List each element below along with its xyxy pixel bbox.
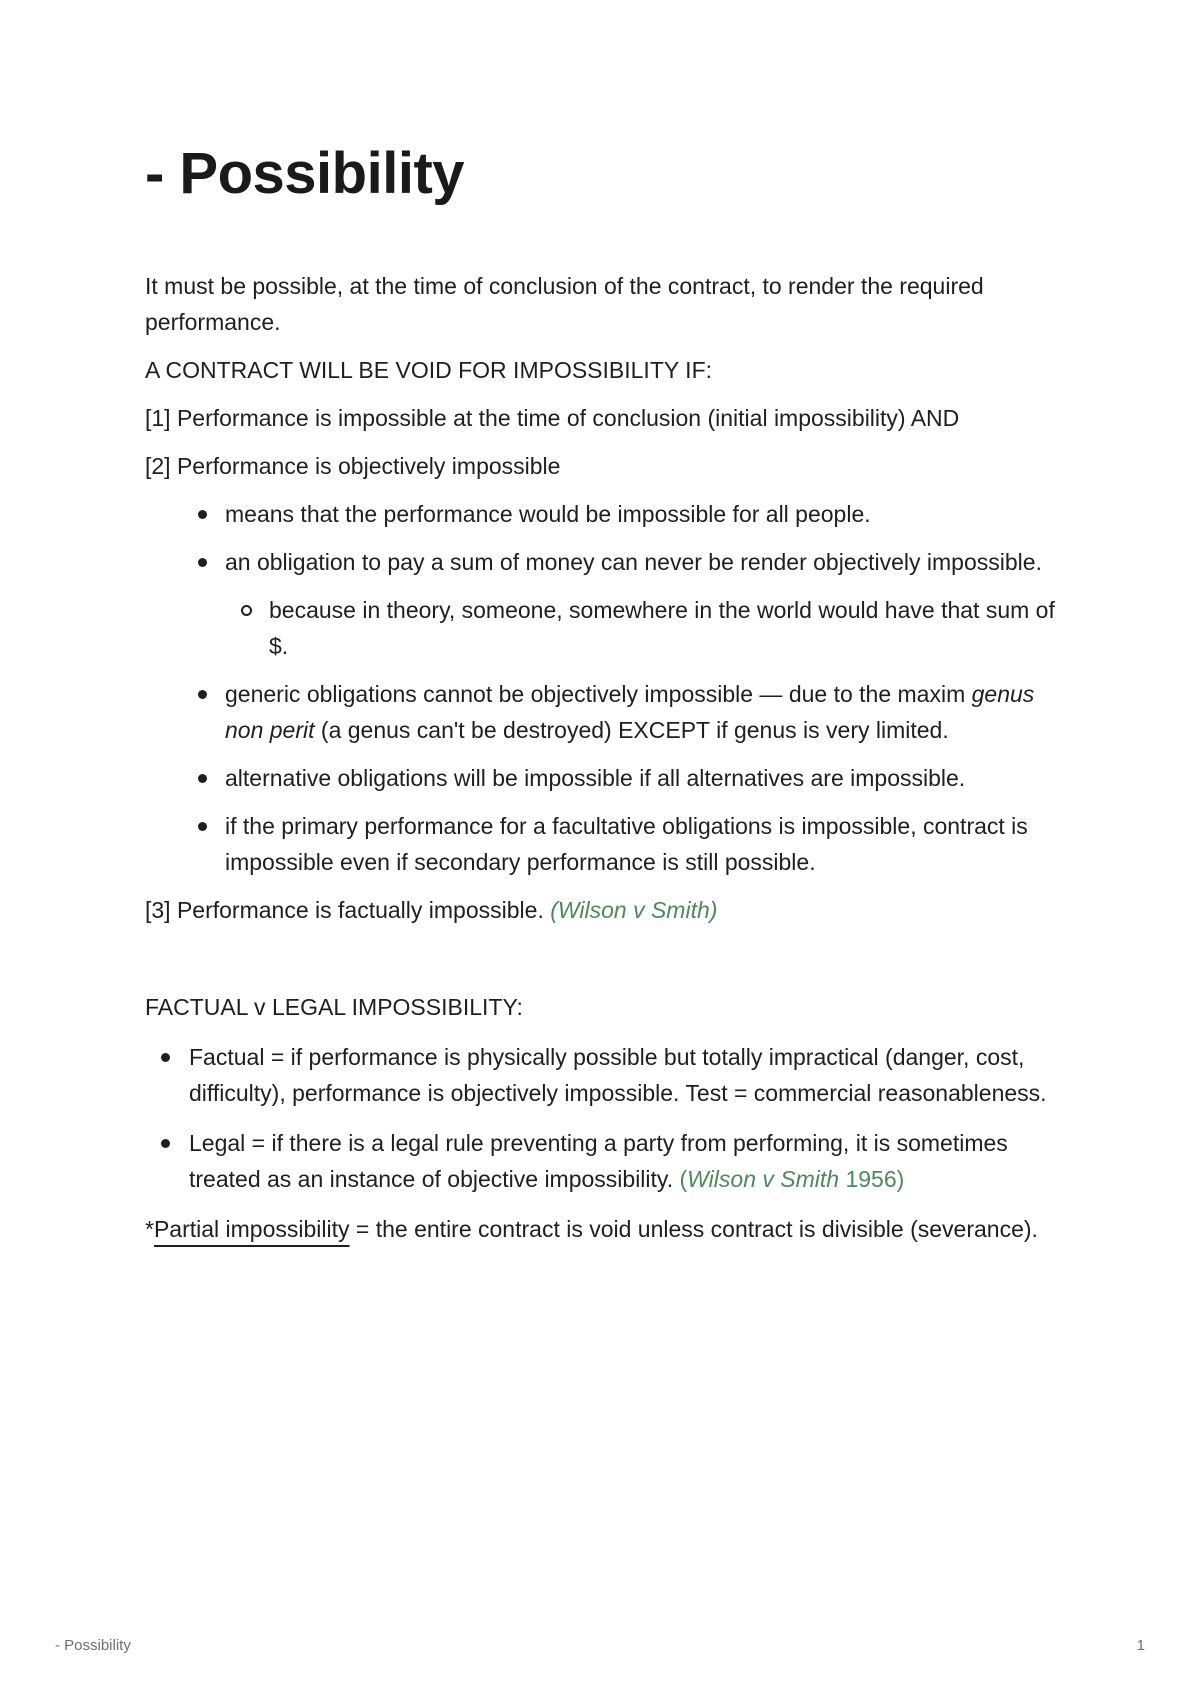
list-item <box>145 496 1065 532</box>
partial-impossibility-note <box>145 1211 1065 1247</box>
bullet-dot-icon <box>198 510 207 519</box>
sub-list-item-text: because in theory, someone, somewhere in the world would have that sum of $. <box>269 597 1055 659</box>
condition-2: [2] Performance is objectively impossible <box>145 453 561 479</box>
partial-impossibility-term: Partial impossibility <box>153 1216 350 1242</box>
footer-document-name: - Possibility <box>55 1637 131 1654</box>
bullet-dot-icon <box>161 1139 170 1148</box>
intro-paragraph: It must be possible, at the time of conclusion of the contract, to render the required performance. <box>145 273 984 335</box>
condition-3-text: [3] Performance is factually impossible. <box>145 897 551 923</box>
generic-point-before: generic obligations cannot be objectively impossible — due to the maxim <box>225 681 972 707</box>
factual-legal-heading: FACTUAL v LEGAL IMPOSSIBILITY: <box>145 994 523 1020</box>
list-item-text: alternative obligations will be impossible if all alternatives are impossible. <box>225 765 966 791</box>
sub-list-item <box>145 592 1065 664</box>
bullet-dot-icon <box>198 558 207 567</box>
citation-close: 1956) <box>839 1166 905 1192</box>
list-item-text: an obligation to pay a sum of money can never be render objectively impossible. <box>225 549 1042 575</box>
partial-note-text: = the entire contract is void unless contract is divisible (severance). <box>349 1216 1038 1242</box>
list-item-text: if the primary performance for a facultative obligations is impossible, contract is impossible even if secondary performance is still possible. <box>225 813 1028 875</box>
document-body <box>145 268 1065 1247</box>
list-item-text: means that the performance would be impossible for all people. <box>225 501 871 527</box>
latin-maxim: genus non perit <box>225 681 1035 743</box>
case-citation: Wilson v Smith <box>687 1166 840 1192</box>
list-item <box>145 1125 1065 1197</box>
list-item <box>145 676 1065 748</box>
condition-3 <box>145 892 1065 928</box>
list-item <box>145 1039 1065 1111</box>
factual-legal-list <box>145 1039 1065 1197</box>
void-heading: A CONTRACT WILL BE VOID FOR IMPOSSIBILITY IF: <box>145 357 713 383</box>
condition-1: [1] Performance is impossible at the time of conclusion (initial impossibility) AND <box>145 405 960 431</box>
citation-open: ( <box>679 1166 688 1192</box>
generic-point-after: (a genus can't be destroyed) EXCEPT if genus is very limited. <box>314 717 949 743</box>
list-item-text: Factual = if performance is physically possible but totally impractical (danger, cost, difficulty), performance is objectively impossible. Test = commercial reasonableness. <box>189 1044 1047 1106</box>
list-item <box>145 544 1065 580</box>
page-title: - Possibility <box>145 141 465 206</box>
case-citation: (Wilson v Smith) <box>550 897 718 923</box>
objective-impossibility-list <box>145 496 1065 880</box>
list-item <box>145 760 1065 796</box>
list-item <box>145 808 1065 880</box>
bullet-dot-icon <box>161 1053 170 1062</box>
bullet-dot-icon <box>198 822 207 831</box>
bullet-dot-icon <box>198 774 207 783</box>
footer-page-number: 1 <box>1136 1637 1145 1654</box>
bullet-dot-icon <box>198 690 207 699</box>
legal-point-text: Legal = if there is a legal rule preventing a party from performing, it is sometimes treated as an instance of objective impossibility. <box>189 1130 1008 1192</box>
asterisk: * <box>145 1216 154 1242</box>
bullet-ring-icon <box>241 605 252 616</box>
